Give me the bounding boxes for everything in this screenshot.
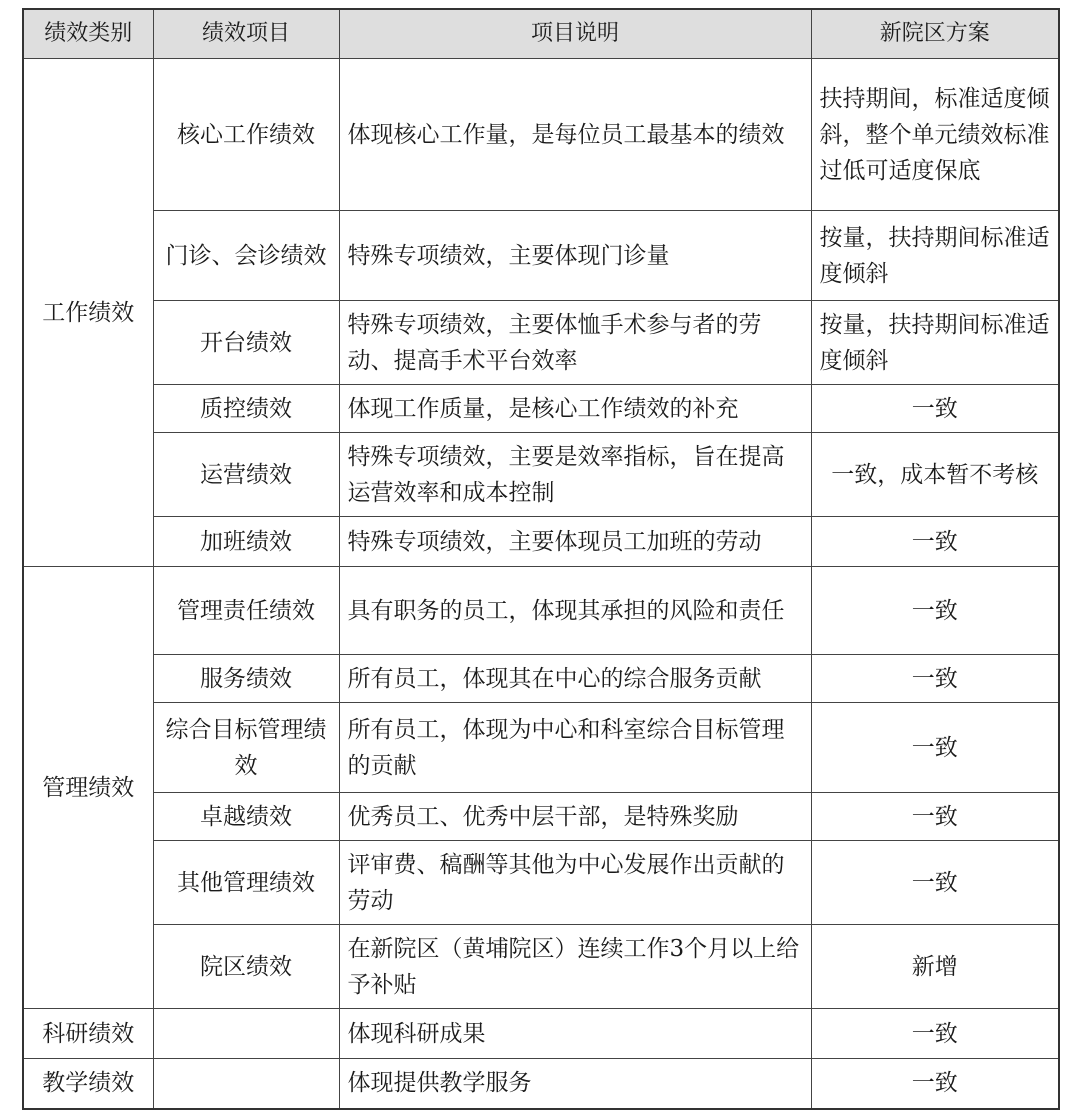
plan-cell: 一致 bbox=[811, 1009, 1059, 1059]
item-cell: 开台绩效 bbox=[153, 301, 339, 385]
item-cell bbox=[153, 1059, 339, 1109]
plan-cell: 一致 bbox=[811, 841, 1059, 925]
item-cell: 其他管理绩效 bbox=[153, 841, 339, 925]
table-row bbox=[23, 211, 1059, 301]
plan-cell: 一致 bbox=[811, 703, 1059, 793]
table-row bbox=[23, 59, 1059, 211]
header-category: 绩效类别 bbox=[23, 9, 153, 59]
item-cell: 加班绩效 bbox=[153, 517, 339, 567]
plan-cell: 一致 bbox=[811, 655, 1059, 703]
description-cell: 体现提供教学服务 bbox=[339, 1059, 811, 1109]
plan-cell: 一致 bbox=[811, 567, 1059, 655]
description-cell: 体现核心工作量，是每位员工最基本的绩效 bbox=[339, 59, 811, 211]
description-cell: 优秀员工、优秀中层干部，是特殊奖励 bbox=[339, 793, 811, 841]
plan-cell: 按量，扶持期间标准适度倾斜 bbox=[811, 211, 1059, 301]
table-row bbox=[23, 433, 1059, 517]
category-cell: 工作绩效 bbox=[23, 59, 153, 567]
table-row bbox=[23, 793, 1059, 841]
item-cell: 运营绩效 bbox=[153, 433, 339, 517]
plan-cell: 一致 bbox=[811, 517, 1059, 567]
performance-table bbox=[22, 8, 1060, 1110]
table-row bbox=[23, 385, 1059, 433]
description-cell: 体现科研成果 bbox=[339, 1009, 811, 1059]
table-row bbox=[23, 301, 1059, 385]
category-cell: 科研绩效 bbox=[23, 1009, 153, 1059]
description-cell: 特殊专项绩效，主要体现员工加班的劳动 bbox=[339, 517, 811, 567]
description-cell: 具有职务的员工，体现其承担的风险和责任 bbox=[339, 567, 811, 655]
item-cell: 卓越绩效 bbox=[153, 793, 339, 841]
plan-cell: 扶持期间，标准适度倾斜，整个单元绩效标准过低可适度保底 bbox=[811, 59, 1059, 211]
table-row bbox=[23, 841, 1059, 925]
plan-cell: 一致 bbox=[811, 793, 1059, 841]
item-cell: 核心工作绩效 bbox=[153, 59, 339, 211]
header-item: 绩效项目 bbox=[153, 9, 339, 59]
description-cell: 特殊专项绩效，主要是效率指标，旨在提高运营效率和成本控制 bbox=[339, 433, 811, 517]
table-row bbox=[23, 703, 1059, 793]
description-cell: 在新院区（黄埔院区）连续工作3个月以上给予补贴 bbox=[339, 925, 811, 1009]
table-row bbox=[23, 517, 1059, 567]
header-row bbox=[23, 9, 1059, 59]
description-cell: 所有员工，体现其在中心的综合服务贡献 bbox=[339, 655, 811, 703]
category-cell: 教学绩效 bbox=[23, 1059, 153, 1109]
table-row bbox=[23, 1059, 1059, 1109]
plan-cell: 一致 bbox=[811, 1059, 1059, 1109]
item-cell bbox=[153, 1009, 339, 1059]
item-cell: 质控绩效 bbox=[153, 385, 339, 433]
item-cell: 院区绩效 bbox=[153, 925, 339, 1009]
table-row bbox=[23, 567, 1059, 655]
table-row bbox=[23, 1009, 1059, 1059]
plan-cell: 一致，成本暂不考核 bbox=[811, 433, 1059, 517]
description-cell: 评审费、稿酬等其他为中心发展作出贡献的劳动 bbox=[339, 841, 811, 925]
plan-cell: 新增 bbox=[811, 925, 1059, 1009]
plan-cell: 一致 bbox=[811, 385, 1059, 433]
header-description: 项目说明 bbox=[339, 9, 811, 59]
description-cell: 体现工作质量，是核心工作绩效的补充 bbox=[339, 385, 811, 433]
table-row bbox=[23, 925, 1059, 1009]
description-cell: 特殊专项绩效，主要体现门诊量 bbox=[339, 211, 811, 301]
item-cell: 综合目标管理绩效 bbox=[153, 703, 339, 793]
description-cell: 特殊专项绩效，主要体恤手术参与者的劳动、提高手术平台效率 bbox=[339, 301, 811, 385]
table-row bbox=[23, 655, 1059, 703]
item-cell: 服务绩效 bbox=[153, 655, 339, 703]
item-cell: 门诊、会诊绩效 bbox=[153, 211, 339, 301]
description-cell: 所有员工，体现为中心和科室综合目标管理的贡献 bbox=[339, 703, 811, 793]
category-cell: 管理绩效 bbox=[23, 567, 153, 1009]
item-cell: 管理责任绩效 bbox=[153, 567, 339, 655]
header-new-campus-plan: 新院区方案 bbox=[811, 9, 1059, 59]
plan-cell: 按量，扶持期间标准适度倾斜 bbox=[811, 301, 1059, 385]
